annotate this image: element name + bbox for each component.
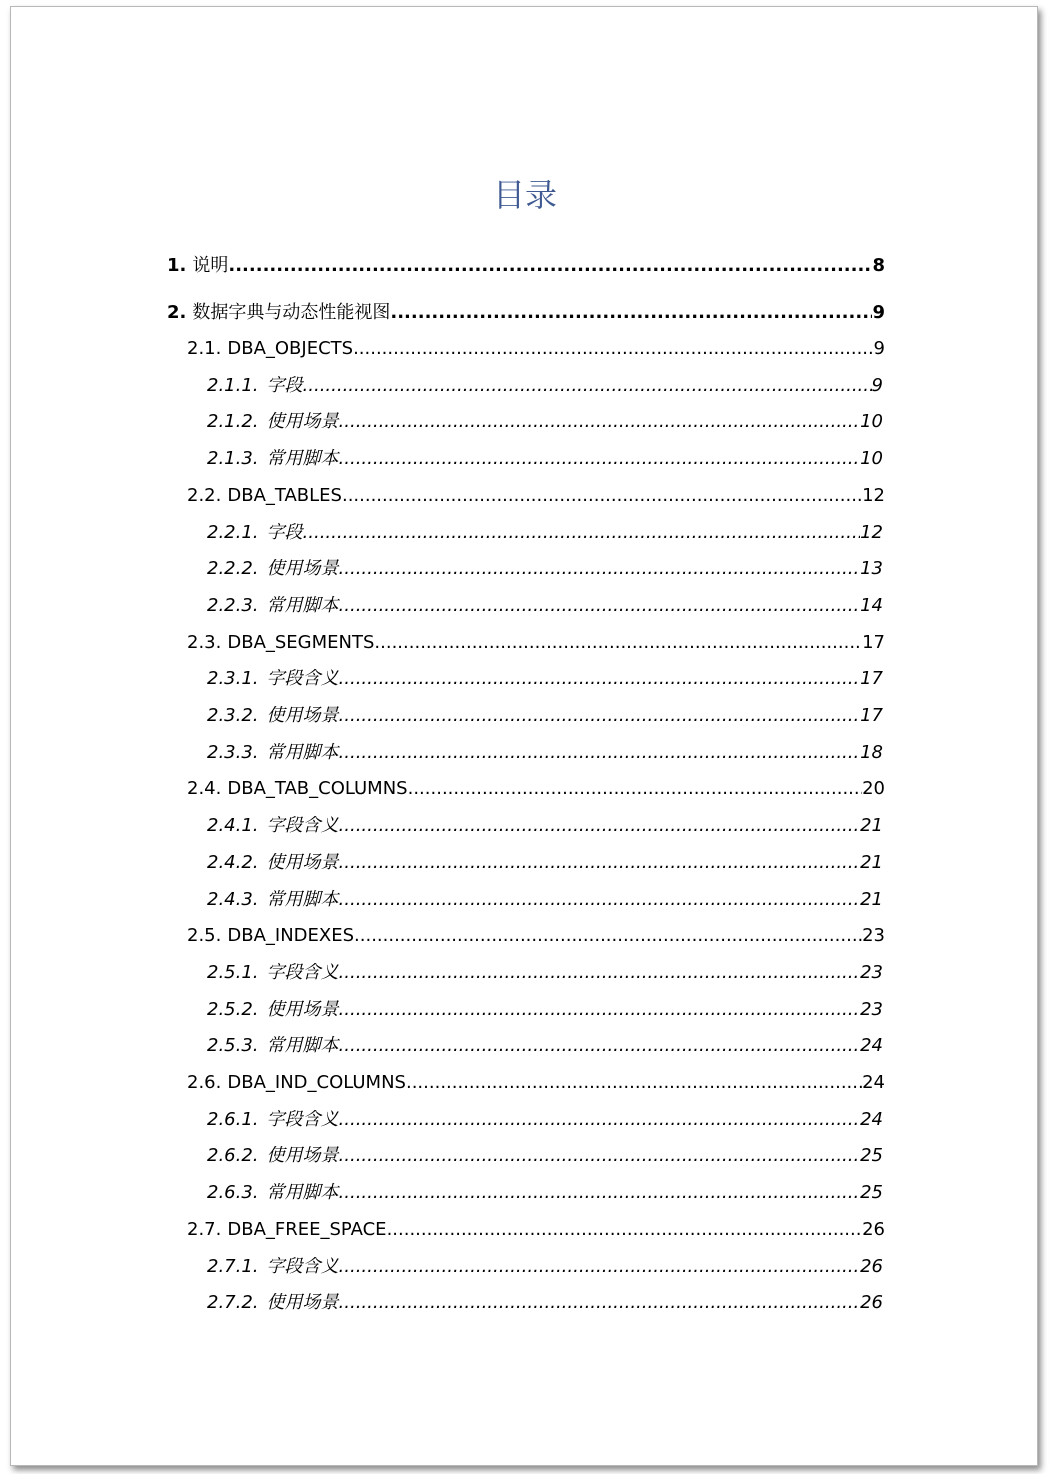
toc-entry-page-number: 25 (860, 1145, 883, 1166)
toc-entry-number: 2.4.1. (207, 815, 259, 836)
toc-entry[interactable] (207, 519, 883, 547)
toc-entry-number: 2.7. (187, 1219, 222, 1240)
toc-dot-leader (339, 812, 861, 840)
toc-entry-page-number: 9 (871, 375, 883, 396)
toc-dot-leader (303, 519, 861, 547)
toc-entry-number: 2.5.3. (207, 1035, 259, 1056)
toc-dot-leader (339, 739, 861, 767)
toc-entry[interactable] (207, 959, 883, 987)
toc-entry[interactable] (207, 665, 883, 693)
toc-entry-page-number: 9 (872, 302, 885, 323)
toc-entry[interactable] (207, 812, 883, 840)
toc-entry-page-number: 9 (873, 338, 885, 359)
toc-entry-page-number: 23 (860, 999, 883, 1020)
toc-entry-page-number: 18 (860, 742, 883, 763)
toc-dot-leader (228, 252, 872, 280)
toc-entry-label: DBA_TAB_COLUMNS (227, 778, 408, 799)
toc-entry-page-number: 26 (860, 1256, 883, 1277)
toc-entry[interactable] (187, 922, 885, 950)
toc-entry-label: 字段 (266, 375, 303, 396)
toc-entry[interactable] (187, 335, 885, 363)
toc-entry-number: 2.3.1. (207, 668, 259, 689)
toc-entry-label: 常用脚本 (266, 595, 339, 616)
toc-entry-number: 2.4. (187, 778, 222, 799)
toc-entry[interactable] (187, 775, 885, 803)
toc-entry-number: 2.4.3. (207, 889, 259, 910)
toc-entry-label: 常用脚本 (266, 1182, 339, 1203)
toc-entry-number: 2.1.3. (207, 448, 259, 469)
toc-entry[interactable] (207, 996, 883, 1024)
toc-entry-number: 2.2. (187, 485, 222, 506)
toc-entry[interactable] (187, 629, 885, 657)
toc-entry-label: 使用场景 (266, 558, 339, 579)
toc-entry[interactable] (207, 1253, 883, 1281)
toc-entry-number: 2.2.1. (207, 522, 259, 543)
toc-entry-page-number: 8 (872, 255, 885, 276)
toc-entry-page-number: 17 (862, 632, 885, 653)
toc-entry-label: 字段 (266, 522, 303, 543)
toc-entry-number: 2.6.3. (207, 1182, 259, 1203)
toc-entry-number: 1. (167, 255, 187, 276)
toc-entry[interactable] (167, 252, 885, 280)
toc-dot-leader (339, 445, 861, 473)
toc-entry-page-number: 10 (860, 448, 883, 469)
toc-entry[interactable] (207, 886, 883, 914)
toc-dot-leader (342, 482, 862, 510)
toc-dot-leader (406, 1069, 862, 1097)
toc-entry-page-number: 25 (860, 1182, 883, 1203)
toc-entry[interactable] (207, 849, 883, 877)
toc-dot-leader (339, 1179, 861, 1207)
toc-entry-page-number: 12 (862, 485, 885, 506)
toc-dot-leader (374, 629, 862, 657)
toc-entry-page-number: 24 (860, 1035, 883, 1056)
toc-entry-label: 字段含义 (266, 1109, 339, 1130)
toc-dot-leader (339, 408, 861, 436)
toc-dot-leader (339, 959, 861, 987)
toc-entry-number: 2.5.1. (207, 962, 259, 983)
toc-entry-label: 使用场景 (266, 411, 339, 432)
toc-entry-label: DBA_IND_COLUMNS (227, 1072, 406, 1093)
toc-entry-number: 2.2.3. (207, 595, 259, 616)
toc-entry[interactable] (187, 482, 885, 510)
toc-entry[interactable] (167, 299, 885, 327)
toc-entry[interactable] (207, 408, 883, 436)
toc-entry-number: 2.5.2. (207, 999, 259, 1020)
toc-entry-label: DBA_INDEXES (227, 925, 355, 946)
toc-dot-leader (339, 1289, 861, 1317)
toc-entry-label: 使用场景 (266, 705, 339, 726)
toc-entry[interactable] (207, 1179, 883, 1207)
toc-entry-page-number: 12 (860, 522, 883, 543)
toc-entry[interactable] (207, 1106, 883, 1134)
toc-entry-number: 2.1.2. (207, 411, 259, 432)
toc-dot-leader (339, 555, 861, 583)
toc-entry[interactable] (207, 702, 883, 730)
toc-entry-label: 使用场景 (266, 1292, 339, 1313)
toc-dot-leader (339, 996, 861, 1024)
toc-entry-number: 2.4.2. (207, 852, 259, 873)
toc-entry[interactable] (207, 372, 883, 400)
toc-entry-label: 使用场景 (266, 1145, 339, 1166)
toc-title: 目录 (492, 176, 557, 214)
toc-entry-page-number: 21 (860, 889, 883, 910)
toc-entry[interactable] (207, 739, 883, 767)
toc-entry-page-number: 21 (860, 852, 883, 873)
toc-entry-page-number: 24 (860, 1109, 883, 1130)
toc-entry-number: 2.1. (187, 338, 222, 359)
toc-entry[interactable] (207, 1032, 883, 1060)
toc-dot-leader (408, 775, 862, 803)
toc-dot-leader (339, 665, 861, 693)
toc-entry-page-number: 10 (860, 411, 883, 432)
toc-dot-leader (354, 922, 862, 950)
toc-entry-page-number: 23 (860, 962, 883, 983)
toc-entry-label: DBA_TABLES (227, 485, 342, 506)
toc-entry-page-number: 20 (862, 778, 885, 799)
toc-entry-label: 数据字典与动态性能视图 (192, 302, 391, 323)
toc-dot-leader (339, 1253, 861, 1281)
toc-entry-label: 常用脚本 (266, 1035, 339, 1056)
toc-entry-label: 字段含义 (266, 1256, 339, 1277)
toc-entry-number: 2.3.2. (207, 705, 259, 726)
toc-entry-label: DBA_SEGMENTS (227, 632, 375, 653)
toc-entry-page-number: 24 (862, 1072, 885, 1093)
toc-dot-leader (339, 886, 861, 914)
toc-dot-leader (387, 1216, 863, 1244)
toc-dot-leader (339, 1106, 861, 1134)
toc-dot-leader (339, 1142, 861, 1170)
toc-entry-label: 字段含义 (266, 668, 339, 689)
toc-entry-page-number: 21 (860, 815, 883, 836)
toc-dot-leader (303, 372, 872, 400)
toc-entry[interactable] (207, 592, 883, 620)
toc-dot-leader (339, 849, 861, 877)
toc-dot-leader (339, 702, 861, 730)
toc-entry-label: 使用场景 (266, 852, 339, 873)
toc-entry-label: DBA_FREE_SPACE (227, 1219, 387, 1240)
toc-entry-label: 说明 (192, 255, 229, 276)
toc-entry-label: 使用场景 (266, 999, 339, 1020)
toc-entry[interactable] (207, 445, 883, 473)
toc-entry[interactable] (207, 1142, 883, 1170)
toc-entry-label: DBA_OBJECTS (227, 338, 354, 359)
toc-entry-number: 2.6. (187, 1072, 222, 1093)
toc-entry-label: 常用脚本 (266, 742, 339, 763)
toc-entry[interactable] (187, 1216, 885, 1244)
toc-dot-leader (390, 299, 872, 327)
toc-entry-number: 2.5. (187, 925, 222, 946)
toc-dot-leader (339, 592, 861, 620)
toc-entry-number: 2.2.2. (207, 558, 259, 579)
toc-entry-number: 2.6.2. (207, 1145, 259, 1166)
toc-entry-label: 常用脚本 (266, 889, 339, 910)
toc-entry[interactable] (207, 1289, 883, 1317)
toc-entry-page-number: 17 (860, 705, 883, 726)
toc-entry-page-number: 17 (860, 668, 883, 689)
toc-entry-page-number: 13 (860, 558, 883, 579)
toc-entry[interactable] (187, 1069, 885, 1097)
toc-entry-label: 字段含义 (266, 815, 339, 836)
toc-entry-number: 2.3. (187, 632, 222, 653)
toc-dot-leader (339, 1032, 861, 1060)
toc-entry-page-number: 26 (860, 1292, 883, 1313)
toc-entry-number: 2.6.1. (207, 1109, 259, 1130)
toc-entry[interactable] (207, 555, 883, 583)
toc-entry-page-number: 26 (862, 1219, 885, 1240)
toc-entry-label: 字段含义 (266, 962, 339, 983)
toc-entry-number: 2.7.1. (207, 1256, 259, 1277)
toc-entry-page-number: 14 (860, 595, 883, 616)
toc-entry-number: 2. (167, 302, 187, 323)
toc-entry-label: 常用脚本 (266, 448, 339, 469)
toc-entry-number: 2.3.3. (207, 742, 259, 763)
toc-entry-number: 2.1.1. (207, 375, 259, 396)
toc-dot-leader (353, 335, 873, 363)
toc-entry-page-number: 23 (862, 925, 885, 946)
toc-entry-number: 2.7.2. (207, 1292, 259, 1313)
